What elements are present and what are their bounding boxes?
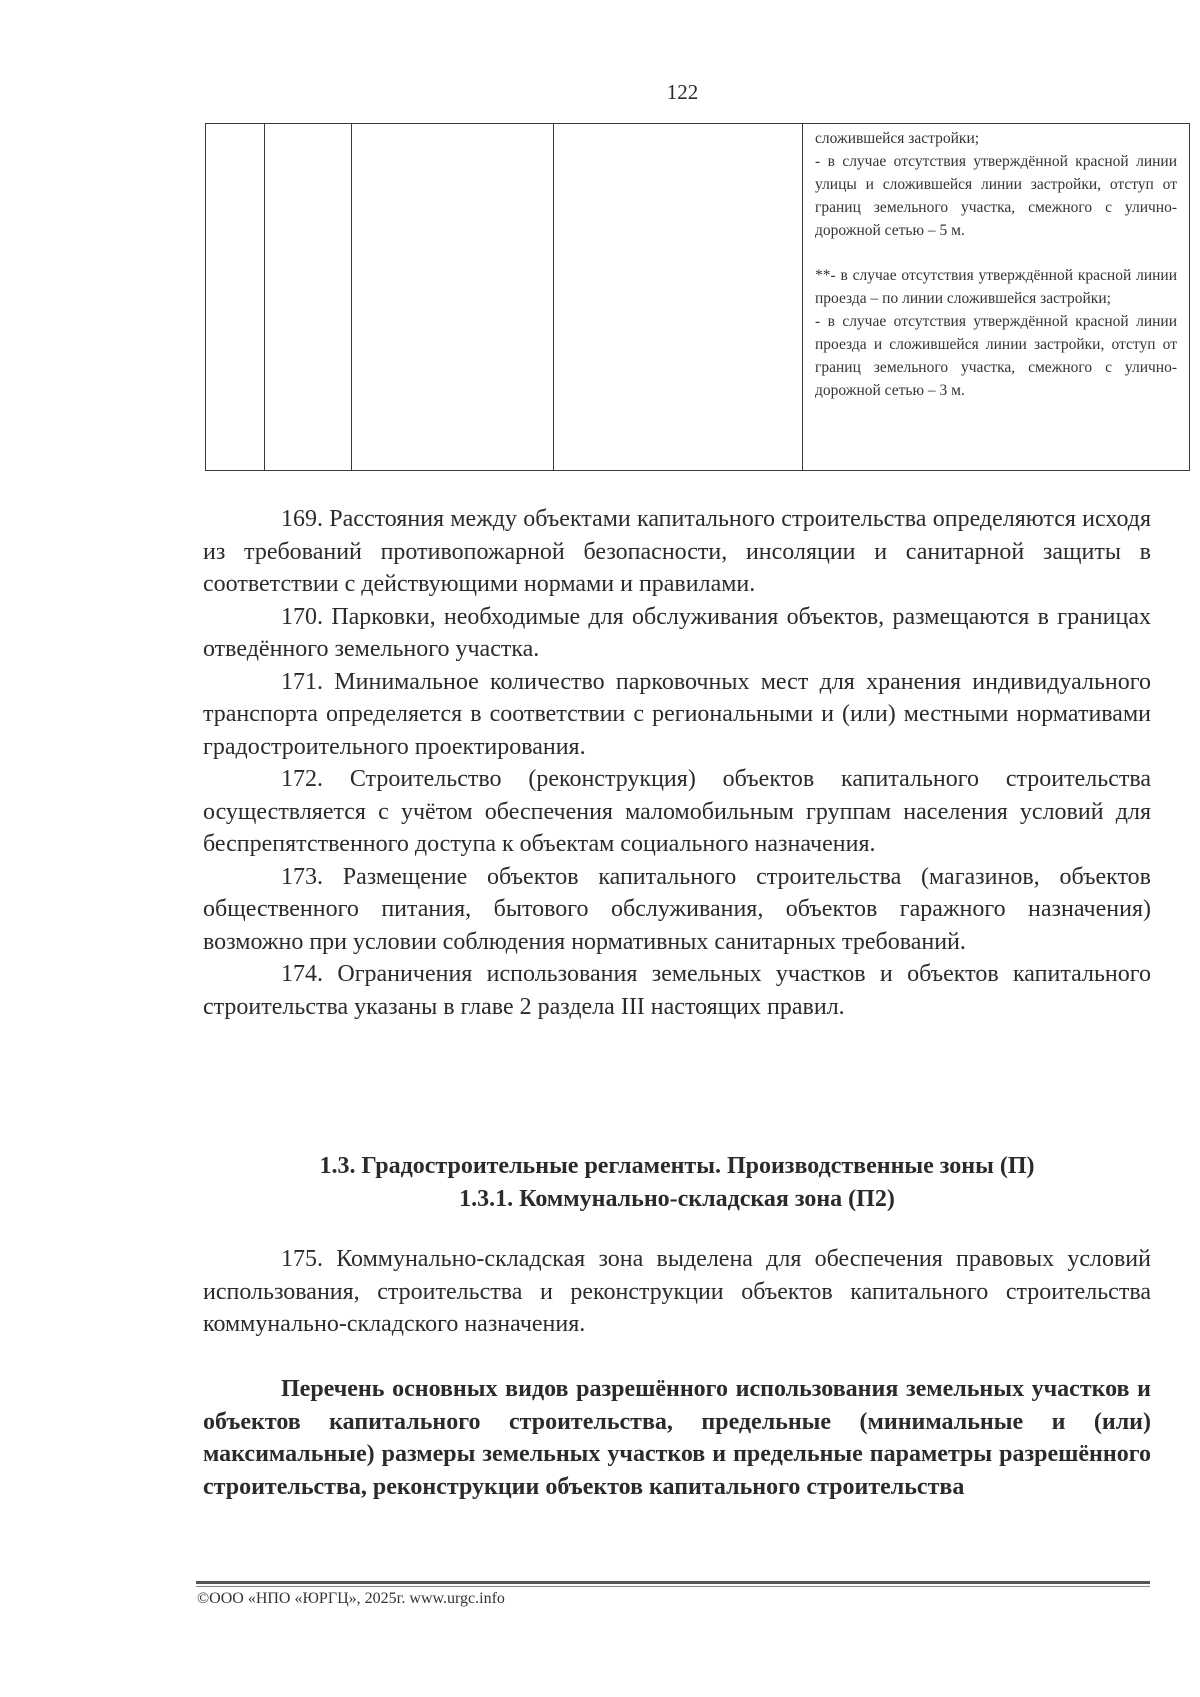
table-cell-col4 [554, 124, 803, 471]
paragraph-169: 169. Расстояния между объектами капитального строительства определяются исходя из требований противопожарной безопасности, инсоляции и санитарной защиты в соответствии с действующими нормами и правилами. [203, 506, 1151, 597]
cell-line: сложившейся застройки; [815, 130, 980, 147]
paragraph-172: 172. Строительство (реконструкция) объектов капитального строительства осуществляется с учётом обеспечения маломобильным группам населения условий для беспрепятственного доступа к объектам социального назначения. [203, 766, 1151, 857]
table-cell-text [803, 124, 1189, 402]
table-row [206, 124, 1190, 471]
continuation-table [205, 123, 1190, 471]
list-title: Перечень основных видов разрешённого использования земельных участков и объектов капитального строительства, предельные (минимальные и (или) максимальные) размеры земельных участков и предельные параметры разрешённого строительства, реконструкции объектов капитального строительства [203, 1376, 1151, 1500]
cell-line: - в случае отсутствия утверждённой красной линии улицы и сложившейся линии застройки, отступ от границ земельного участка, смежного с улично-дорожной сетью – 5 м. [815, 153, 1177, 239]
table-cell-col3 [352, 124, 554, 471]
footer-rule [196, 1581, 1150, 1584]
section-heading [203, 1150, 1151, 1216]
paragraph-173: 173. Размещение объектов капитального строительства (магазинов, объектов общественного питания, бытового обслуживания, объектов гаражного назначения) возможно при условии соблюдения нормативных санитарных требований. [203, 863, 1151, 955]
paragraph-170: 170. Парковки, необходимые для обслуживания объектов, размещаются в границах отведённого земельного участка. [203, 603, 1151, 662]
body-paragraphs [203, 503, 1151, 1023]
page-number: 122 [666, 80, 699, 104]
paragraph-171: 171. Минимальное количество парковочных мест для хранения индивидуального транспорта определяется в соответствии с региональными и (или) местными нормативами градостроительного проектирования. [203, 668, 1151, 760]
paragraph-175-block [203, 1243, 1151, 1341]
footer-copyright: ©ООО «НПО «ЮРГЦ», 2025г. www.urgc.info [197, 1590, 505, 1607]
section-heading-line2: 1.3.1. Коммунально-складская зона (П2) [459, 1186, 895, 1212]
table-cell-col5 [803, 124, 1190, 471]
cell-line: - в случае отсутствия утверждённой красной линии проезда и сложившейся линии застройки, отступ от границ земельного участка, смежного с улично-дорожной сетью – 3 м. [815, 313, 1177, 399]
paragraph-174: 174. Ограничения использования земельных участков и объектов капитального строительства указаны в главе 2 раздела III настоящих правил. [203, 961, 1151, 1020]
table-cell-col1 [206, 124, 265, 471]
paragraph-175: 175. Коммунально-складская зона выделена для обеспечения правовых условий использования, строительства и реконструкции объектов капитального строительства коммунально-складского назначения. [203, 1246, 1151, 1337]
footer-rule-thin [196, 1586, 1150, 1587]
table-cell-col2 [265, 124, 352, 471]
cell-line: **- в случае отсутствия утверждённой красной линии проезда – по линии сложившейся застройки; [815, 267, 1177, 307]
section-heading-line1: 1.3. Градостроительные регламенты. Производственные зоны (П) [319, 1153, 1035, 1179]
